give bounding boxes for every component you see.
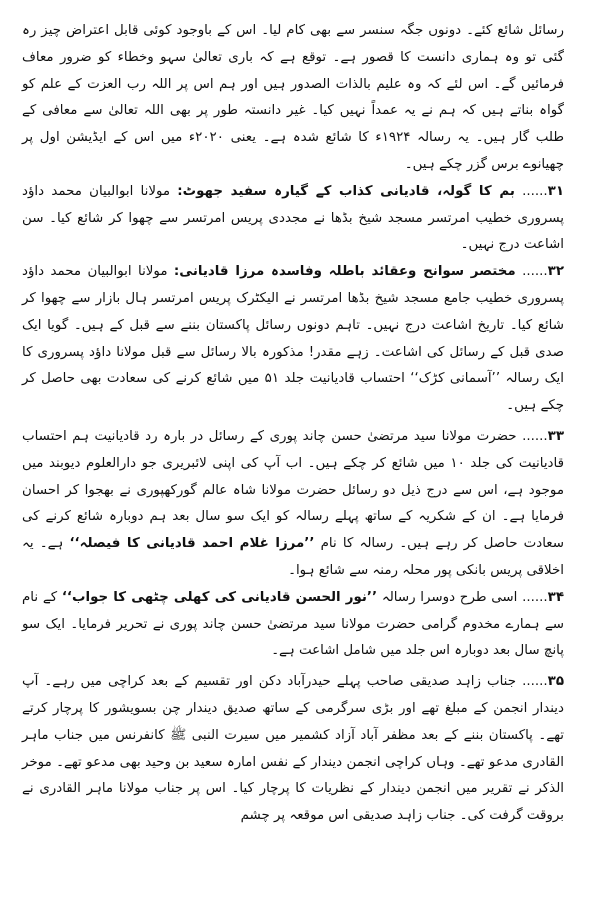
entry-number: ۳۳ (547, 428, 564, 444)
entry-text: حضرت مولانا سید مرتضیٰ حسن چاند پوری کے رسائل در بارہ رد قادیانیت ہم احتساب قادیانیت کی جلد ۱۰ میں شائع کر چکے ہیں۔ اب آپ کی اپنی لائبریری جو دارالعلوم دیوبند میں موجود ہے، اس سے درج ذیل دو رسائل حضرت مولانا شاہ عالم گورکھپوری نے بھجوا کر احسان فرمایا ہے۔ ان کے شکریہ کے ساتھ پہلے رسالہ کو ایک سو سال بعد ہم دوبارہ شائع کرنے کی سعادت حاصل کر رہے ہیں۔ رسالہ کا نام (22, 428, 564, 552)
entry-text: مولانا ابوالبیان محمد داؤد پسروری خطیب جامع مسجد شیخ بڈھا امرتسر نے الیکٹرک پریس امرتسر ہال بازار سے چھوا کر شائع کیا۔ تاریخ اشاعت درج نہیں۔ تاہم دونوں رسائل پاکستان بننے سے قبل کے ہیں۔ گویا ایک صدی قبل کے رسائل کی اشاعت۔ زہے مقدر! مذکورہ بالا رسائل سے قبل مولانا داؤد پسروری کا ایک رسالہ ’’آسمانی کڑک‘‘ احتساب قادیانیت جلد ۵۱ میں شائع کرنے کی سعادت بھی حاصل کر چکے ہیں۔ (22, 264, 564, 414)
entry-34 (22, 585, 564, 665)
entry-number: ۳۱ (547, 183, 564, 199)
entry-number: ۳۲ (547, 264, 565, 280)
entry-heading: بم کا گولہ، قادیانی کذاب کے گیارہ سفید جھوٹ: (177, 183, 515, 199)
entry-text: کے نام سے ہمارے مخدوم گرامی حضرت مولانا سید مرتضیٰ حسن چاند پوری نے تحریر فرمایا۔ ایک سو پانچ سال بعد دوبارہ اس جلد میں شامل اشاعت ہے۔ (22, 589, 564, 659)
entry-dots: ...... (522, 428, 548, 444)
entry-33 (22, 424, 564, 585)
entry-title: ’’مرزا غلام احمد قادیانی کا فیصلہ‘‘ (69, 536, 315, 552)
entry-text: جناب زاہد صدیقی صاحب پہلے حیدرآباد دکن اور تقسیم کے بعد کراچی میں رہے۔ آپ دیندار انجمن کے مبلغ تھے اور بڑی سرگرمی کے ساتھ صدیق دیندار چن بسویشور کا پرچار کرتے تھے۔ پاکستان بننے کے بعد مظفر آباد آزاد کشمیر میں سیرت النبی ﷺ کانفرنس میں جناب ماہر القادری مدعو تھے۔ وہاں کراچی انجمن دیندار کے نفس امارہ سعید بن وحید بھی مدعو تھے۔ موخر الذکر نے تقریر میں انجمن دیندار کے نظریات کا پرچار کیا۔ اس پر جناب مولانا ماہر القادری نے بروقت گرفت کی۔ جناب زاہد صدیقی اس موقعہ پر چشم (22, 674, 564, 824)
entry-35 (22, 669, 564, 830)
entry-number: ۳۵ (547, 674, 564, 690)
intro-paragraph (22, 18, 564, 179)
entry-title: ’’نور الحسن قادیانی کی کھلی چٹھی کا جواب‘‘ (61, 589, 378, 605)
entry-tail: ہے۔ یہ اخلاقی پریس بانکی پور محلہ رمنہ سے شائع ہوا۔ (22, 536, 564, 578)
entry-dots: ...... (522, 589, 548, 605)
entry-dots: ...... (522, 183, 548, 199)
entry-32 (22, 259, 564, 420)
entry-text: مولانا ابوالبیان محمد داؤد پسروری خطیب امرتسر مسجد شیخ بڈھا نے مجددی پریس امرتسر سے چھوا کر شائع کیا۔ سن اشاعت درج نہیں۔ (22, 183, 564, 253)
entry-dots: ...... (522, 674, 548, 690)
entry-dots: ...... (522, 264, 548, 280)
entry-number: ۳۴ (547, 589, 565, 605)
intro-text: رسائل شائع کئے۔ دونوں جگہ سنسر سے بھی کام لیا۔ اس کے باوجود کوئی قابل اعتراض چیز رہ گئی تو وہ ہماری دانست کا قصور ہے۔ توقع ہے کہ باری تعالیٰ سہو وخطاء کو ضرور معاف فرمائیں گے۔ اس لئے کہ وہ علیم بالذات الصدور ہیں اور ہم اس پر اللہ رب العزت کے علم کو گواہ بناتے ہیں کہ ہم نے یہ عمداً نہیں کیا۔ غیر دانستہ طور پر بھی اللہ تعالیٰ سے معافی کے طلب گار ہیں۔ یہ رسالہ ۱۹۲۴ء کا شائع شدہ ہے۔ یعنی ۲۰۲۰ء میں اس کے ایڈیشن اول پر چھیانوے برس گزر چکے ہیں۔ (22, 23, 564, 172)
entry-31 (22, 179, 564, 259)
entry-heading: مختصر سوانح وعقائد باطلہ وفاسدہ مرزا قادیانی: (173, 264, 516, 280)
entry-lead: اسی طرح دوسرا رسالہ (381, 589, 518, 605)
